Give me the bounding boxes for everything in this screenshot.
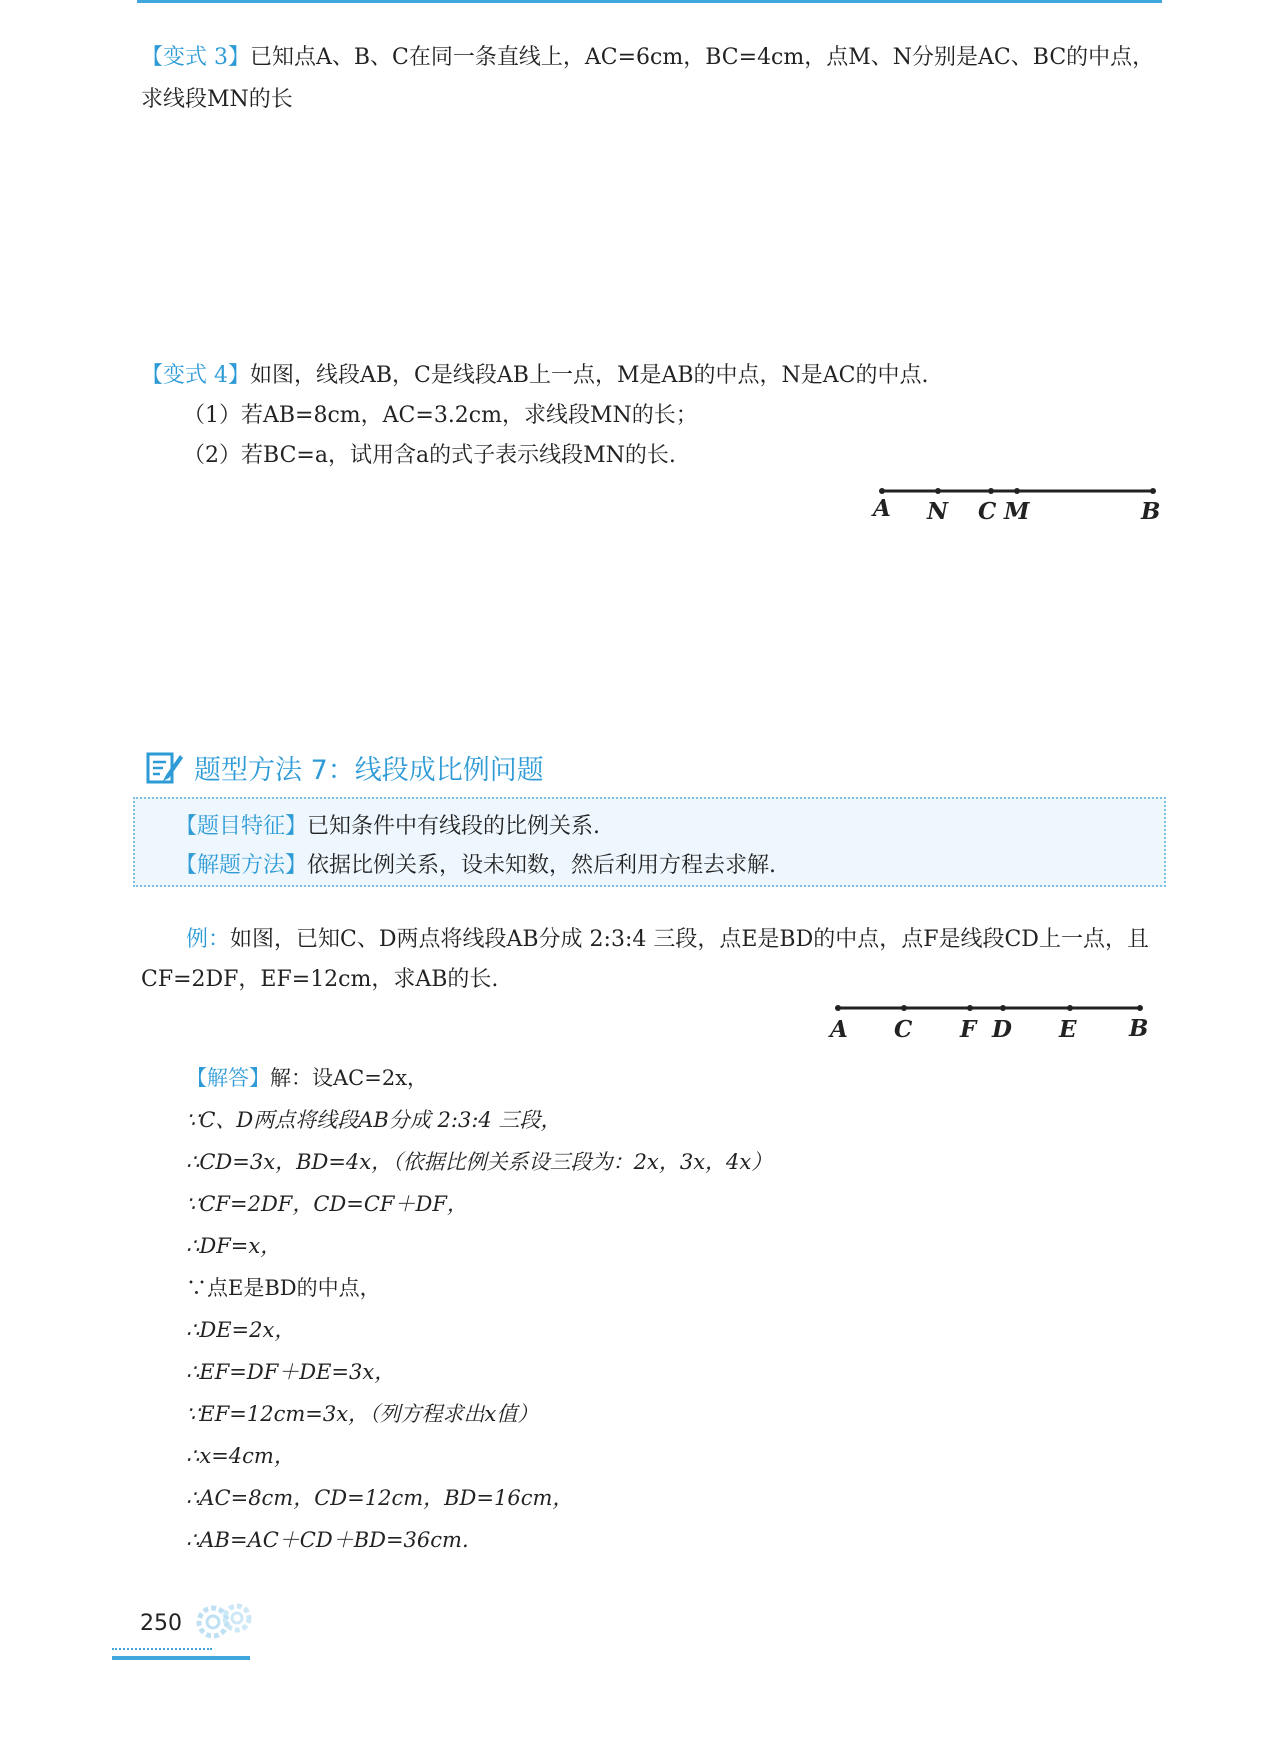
top-rule — [137, 0, 1162, 3]
label-b: B — [1129, 1015, 1149, 1042]
example-tag: 例： — [186, 927, 231, 952]
variant3-text1: 已知点A、B、C在同一条直线上，AC=6cm，BC=4cm，点M、N分别是AC、BC的中点， — [250, 45, 1155, 70]
solution-step: ∴AB=AC＋CD＋BD=36cm. — [186, 1528, 469, 1552]
footer-dotted-line — [112, 1648, 212, 1651]
footer-bar — [112, 1656, 250, 1660]
approach-text: 依据比例关系，设未知数，然后利用方程去求解. — [307, 853, 777, 878]
method-heading-text: 题型方法 7：线段成比例问题 — [194, 755, 544, 786]
page-number: 250 — [140, 1611, 182, 1636]
example-figure — [830, 998, 1170, 1048]
solution-step: ∵EF=12cm=3x，（列方程求出x值） — [186, 1402, 539, 1426]
variant4-text1: 如图，线段AB，C是线段AB上一点，M是AB的中点，N是AC的中点. — [250, 363, 929, 388]
point-e — [1067, 1005, 1073, 1011]
point-c — [988, 488, 994, 494]
variant4-question1: （1）若AB=8cm，AC=3.2cm，求线段MN的长； — [183, 403, 698, 428]
solution-step: ∴CD=3x，BD=4x，（依据比例关系设三段为：2x，3x，4x） — [186, 1150, 773, 1174]
label-c: C — [894, 1016, 913, 1043]
gear-decoration-icon — [195, 1596, 255, 1648]
label-m: M — [1004, 498, 1030, 525]
solution-step: ∵C、D两点将线段AB分成 2:3:4 三段， — [186, 1108, 562, 1132]
solution-first: 解：设AC=2x， — [270, 1066, 429, 1090]
variant3-line1 — [141, 38, 1154, 78]
variant4-question2: （2）若BC=a，试用含a的式子表示线段MN的长. — [183, 443, 676, 468]
label-a: A — [873, 495, 891, 522]
label-d: D — [992, 1016, 1012, 1043]
feature-tag: 【题目特征】 — [175, 814, 308, 839]
point-n — [935, 488, 941, 494]
example-line2: CF=2DF，EF=12cm，求AB的长. — [141, 967, 499, 992]
variant4-line1 — [141, 356, 929, 396]
label-c: C — [978, 498, 997, 525]
solution-step: ∴EF=DF＋DE=3x， — [186, 1360, 396, 1384]
feature-text: 已知条件中有线段的比例关系. — [307, 814, 601, 839]
method-heading — [146, 748, 544, 787]
solution-step: ∵点E是BD的中点， — [186, 1276, 381, 1300]
point-c — [901, 1005, 907, 1011]
point-a — [835, 1005, 841, 1011]
point-b — [1137, 1005, 1143, 1011]
point-a — [879, 488, 885, 494]
solution-step: ∴DF=x， — [186, 1234, 282, 1258]
solution-tag: 【解答】 — [186, 1066, 270, 1090]
point-d — [1000, 1005, 1006, 1011]
variant4-figure — [870, 480, 1170, 530]
solution-step: ∴AC=8cm，CD=12cm，BD=16cm， — [186, 1486, 574, 1510]
feature-line — [175, 809, 600, 840]
label-a: A — [830, 1016, 848, 1043]
solution-step: ∵CF=2DF，CD=CF＋DF， — [186, 1192, 468, 1216]
pencil-note-icon — [146, 751, 184, 785]
label-e: E — [1059, 1016, 1077, 1043]
label-f: F — [960, 1016, 977, 1043]
variant3-tag: 【变式 3】 — [141, 45, 250, 70]
example-line1 — [186, 920, 1149, 960]
approach-line — [175, 848, 776, 879]
point-f — [967, 1005, 973, 1011]
solution-step: ∴x=4cm， — [186, 1444, 295, 1468]
label-b: B — [1141, 498, 1161, 525]
solution-step: ∴DE=2x， — [186, 1318, 296, 1342]
point-b — [1150, 488, 1156, 494]
method-feature-box — [133, 797, 1166, 887]
approach-tag: 【解题方法】 — [175, 853, 308, 878]
solution-first-line — [186, 1062, 428, 1092]
point-m — [1014, 488, 1020, 494]
variant3-line2: 求线段MN的长 — [141, 87, 293, 112]
example-text1: 如图，已知C、D两点将线段AB分成 2:3:4 三段，点E是BD的中点，点F是线段CD上一点，且 — [230, 927, 1149, 952]
variant4-tag: 【变式 4】 — [141, 363, 250, 388]
label-n: N — [927, 498, 949, 525]
